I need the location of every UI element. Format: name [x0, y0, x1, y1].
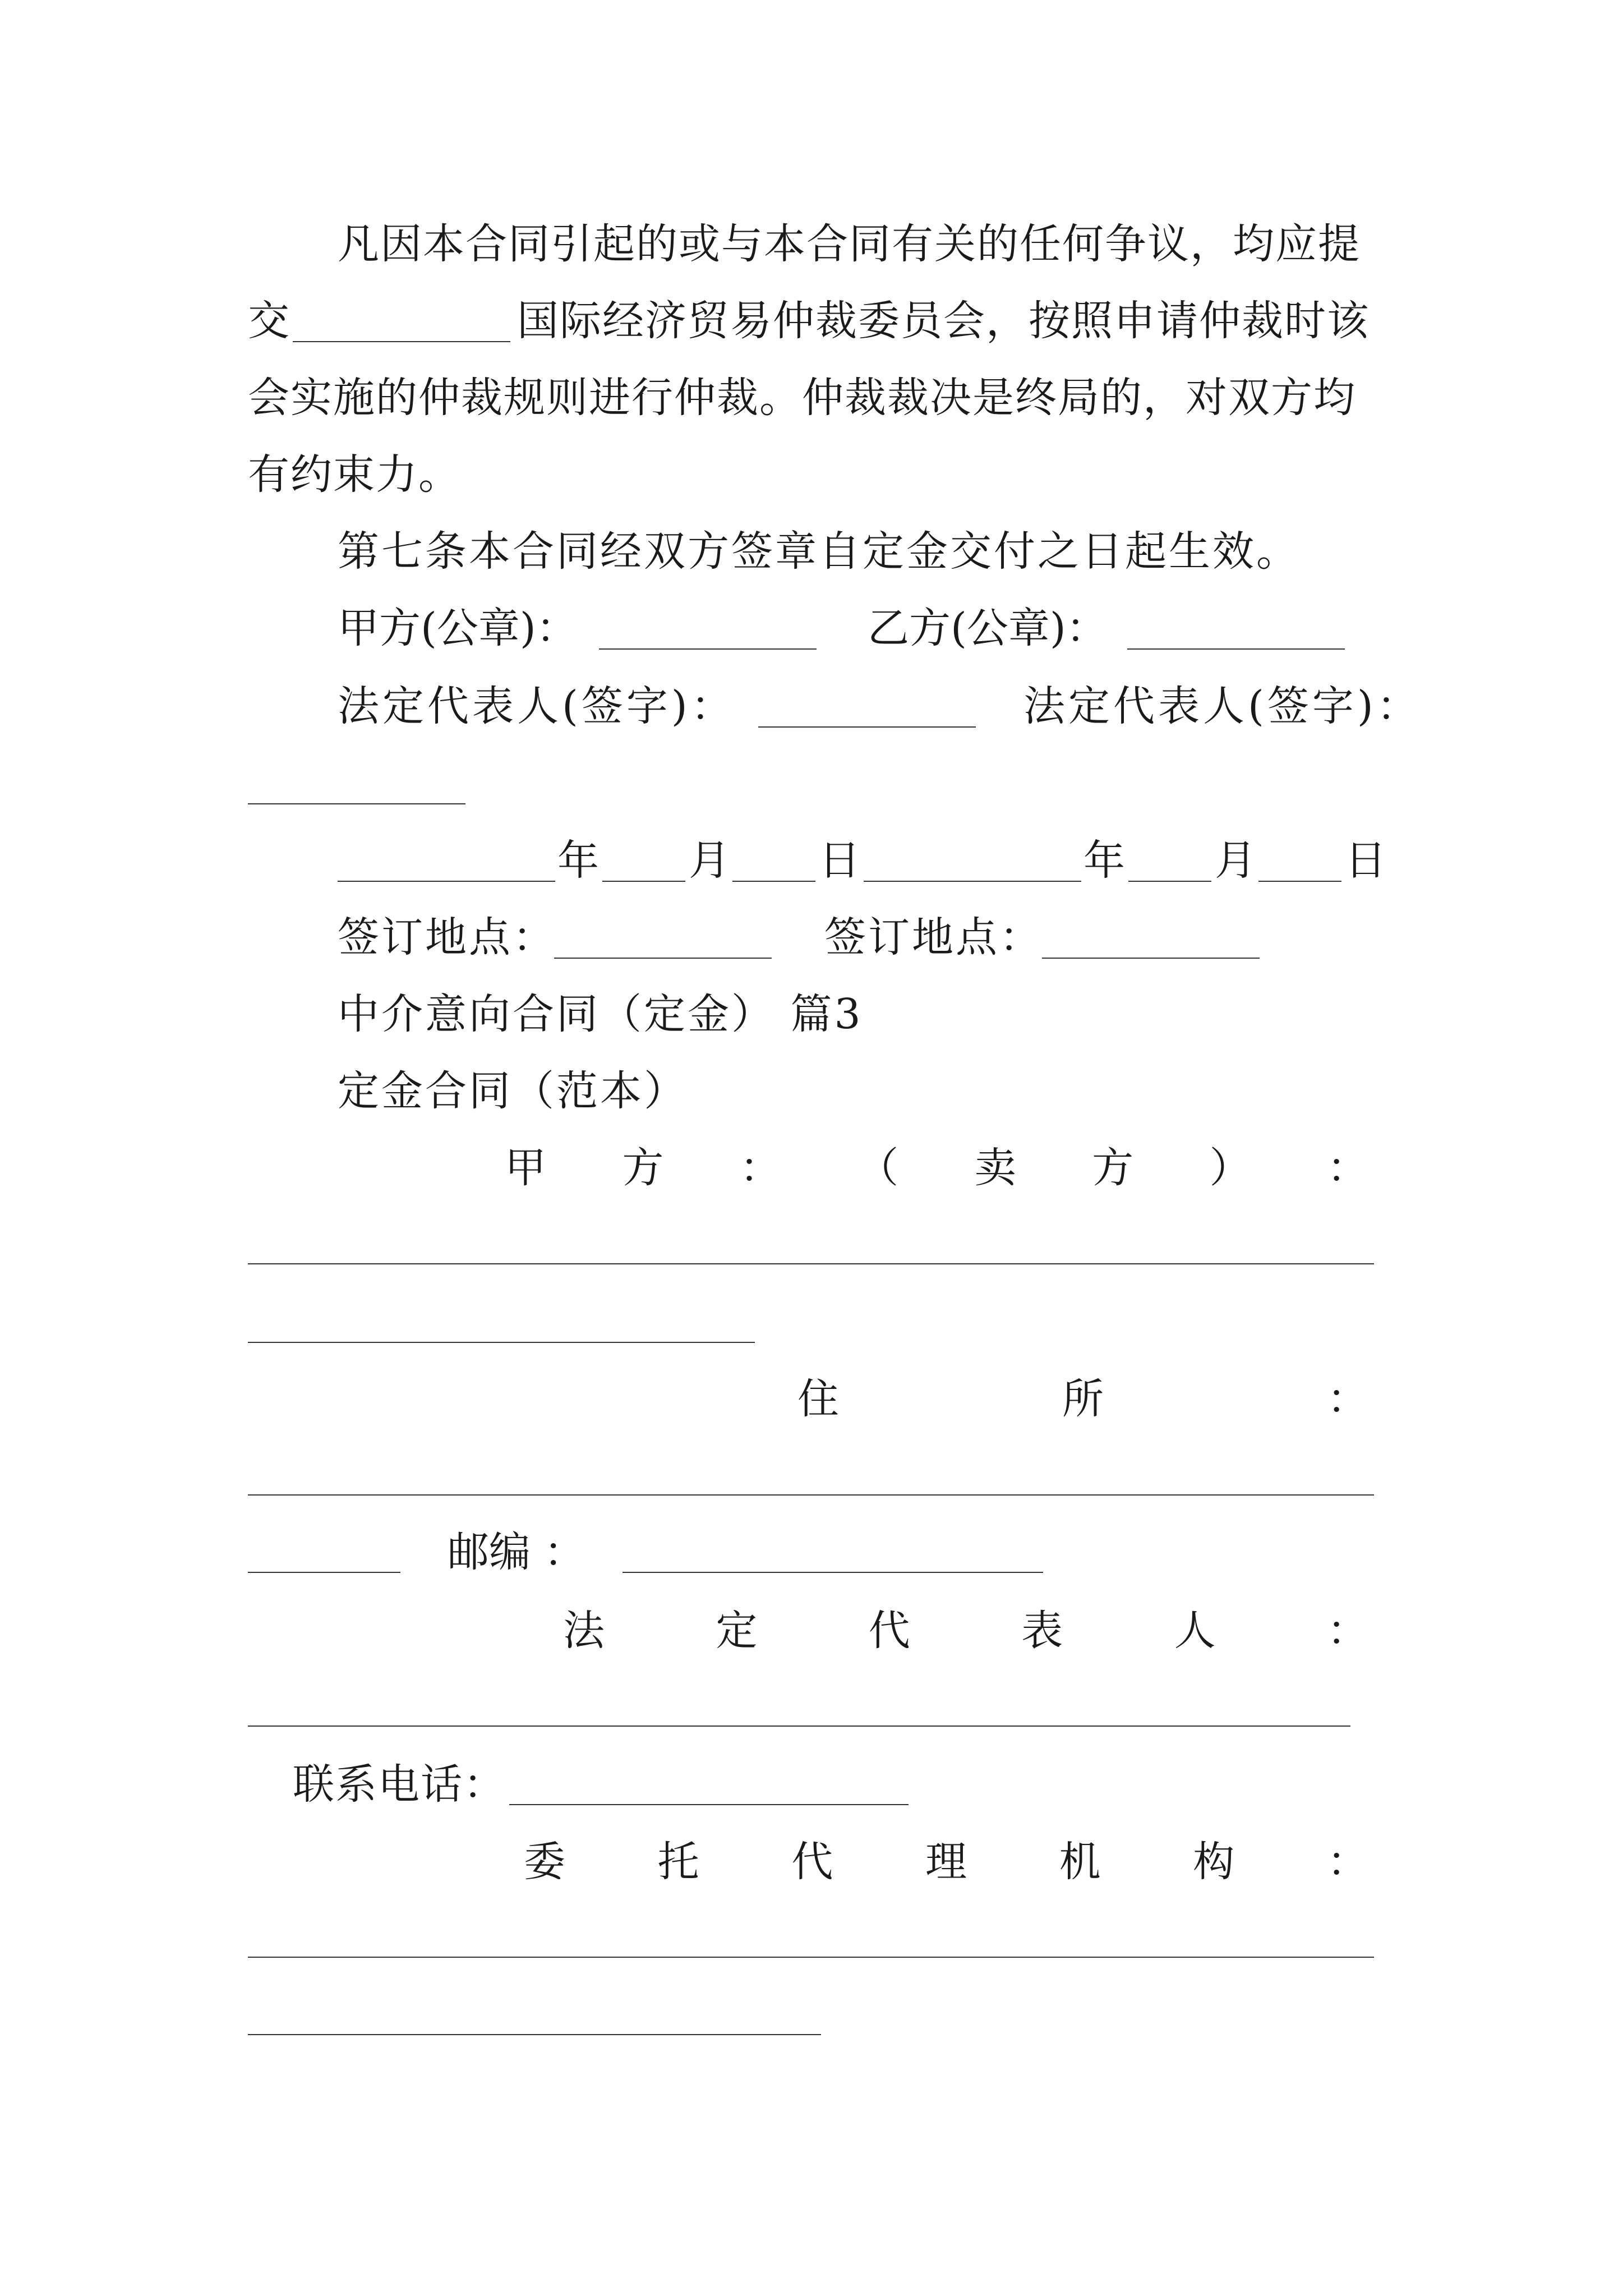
agent-char: 代	[791, 1838, 833, 1886]
seller-blank-1	[248, 1263, 1374, 1264]
address-char: 住	[797, 1375, 839, 1423]
legal-rep-char: 法	[563, 1607, 605, 1655]
address-blank-tail	[248, 1572, 400, 1573]
legal-rep-char: ：	[1326, 1607, 1368, 1655]
date-a-year: 年	[557, 836, 599, 885]
date-b-day-blank	[1258, 881, 1341, 882]
arbitration-line-1: 凡因本合同引起的或与本合同有关的任何争议，均应提	[338, 220, 1361, 268]
postcode-label: 邮编 ：	[448, 1528, 585, 1576]
article-7: 第七条本合同经双方签章自定金交付之日起生效。	[338, 527, 1300, 576]
date-b-month: 月	[1215, 836, 1256, 885]
party-b-seal-label: 乙方(公章)：	[868, 604, 1108, 652]
section-title: 中介意向合同（定金） 篇3	[338, 990, 863, 1038]
agent-blank-1	[248, 1957, 1374, 1958]
seller-char: ）	[1209, 1144, 1251, 1192]
agent-char: 构	[1193, 1838, 1235, 1886]
seller-char: 方	[622, 1144, 664, 1192]
seller-char: （	[857, 1144, 899, 1192]
arbitration-line-3: 会实施的仲裁规则进行仲裁。仲裁裁决是终局的，对双方均	[248, 374, 1356, 422]
legal-rep-label	[563, 1607, 1368, 1655]
party-a-seal-label: 甲方(公章)：	[338, 604, 578, 652]
date-a-month-blank	[602, 881, 685, 882]
seller-blank-2	[248, 1342, 755, 1343]
agent-char: 委	[524, 1838, 565, 1886]
contract-title: 定金合同（范本）	[338, 1067, 688, 1115]
address-char: ：	[1327, 1375, 1368, 1423]
legal-rep-b-blank	[248, 803, 465, 804]
seller-char: 甲	[505, 1144, 546, 1192]
seller-label	[505, 1144, 1368, 1192]
agent-char: 理	[925, 1838, 967, 1886]
legal-rep-char: 定	[716, 1607, 758, 1655]
legal-rep-blank	[248, 1726, 1350, 1727]
seller-char: ：	[739, 1144, 781, 1192]
agent-char: 机	[1059, 1838, 1101, 1886]
date-b-day: 日	[1345, 836, 1386, 885]
address-label	[797, 1375, 1368, 1423]
signing-place-a-blank	[554, 958, 772, 959]
address-blank	[248, 1494, 1374, 1496]
signing-place-b-label: 签订地点：	[824, 913, 1043, 961]
arbitration-line-2-rest: 国际经济贸易仲裁委员会，按照申请仲裁时该	[517, 297, 1370, 345]
agent-char: 托	[657, 1838, 699, 1886]
date-b-month-blank	[1128, 881, 1211, 882]
legal-rep-char: 人	[1174, 1607, 1216, 1655]
address-char: 所	[1062, 1375, 1104, 1423]
seller-char: 方	[1092, 1144, 1134, 1192]
legal-rep-a-label: 法定代表人(签字)：	[338, 682, 736, 730]
agent-char: ：	[1326, 1838, 1368, 1886]
legal-rep-char: 表	[1021, 1607, 1063, 1655]
postcode-blank	[623, 1572, 1043, 1573]
phone-blank	[509, 1804, 909, 1805]
arbitration-line-4: 有约束力。	[248, 450, 461, 499]
seller-char: ：	[1326, 1144, 1368, 1192]
agent-blank-2	[248, 2034, 821, 2035]
legal-rep-a-blank	[758, 726, 976, 728]
date-b-year-blank	[864, 881, 1081, 882]
date-a-year-blank	[338, 881, 555, 882]
phone-label: 联系电话：	[293, 1760, 506, 1809]
date-a-day-blank	[732, 881, 815, 882]
signing-place-a-label: 签订地点：	[338, 913, 556, 961]
legal-rep-b-label: 法定代表人(签字)：	[1023, 682, 1422, 730]
arbitration-line-2-start: 交	[248, 297, 289, 345]
legal-rep-char: 代	[868, 1607, 910, 1655]
agent-label	[524, 1838, 1368, 1886]
seller-char: 卖	[974, 1144, 1016, 1192]
signing-place-b-blank	[1042, 958, 1260, 959]
arbitration-commission-blank	[293, 341, 510, 342]
date-a-month: 月	[689, 836, 730, 885]
party-b-seal-blank	[1127, 648, 1345, 650]
party-a-seal-blank	[599, 648, 817, 650]
date-a-day: 日	[819, 836, 860, 885]
date-b-year: 年	[1083, 836, 1125, 885]
